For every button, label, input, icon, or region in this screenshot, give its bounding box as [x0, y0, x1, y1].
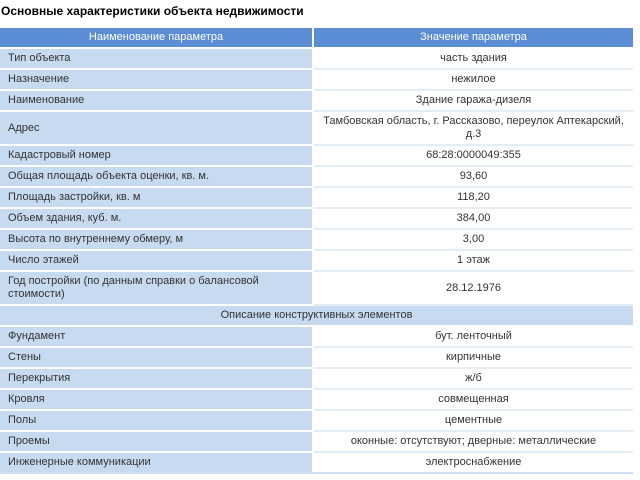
table-header: [0, 28, 633, 48]
column-header-parameter-name: Наименование параметра: [0, 28, 313, 48]
parameter-name-cell: Перекрытия: [0, 368, 313, 389]
parameter-value-cell: 384,00: [313, 208, 633, 229]
parameter-name-cell: Инженерные коммуникации: [0, 452, 313, 473]
parameter-value-cell: ж/б: [313, 368, 633, 389]
parameter-value-cell: электроснабжение: [313, 452, 633, 473]
parameter-name-cell: Площадь застройки, кв. м: [0, 187, 313, 208]
parameter-value-cell: Здание гаража-дизеля: [313, 90, 633, 111]
parameter-name-cell: Наименование: [0, 90, 313, 111]
parameter-name-cell: Назначение: [0, 69, 313, 90]
parameter-value-cell: кирпичные: [313, 347, 633, 368]
parameter-value-cell: часть здания: [313, 48, 633, 69]
table-row: [0, 368, 633, 389]
parameter-value-cell: оконные: отсутствуют; дверные: металлические: [313, 431, 633, 452]
property-characteristics-table: [0, 28, 633, 474]
parameter-name-cell: Стены: [0, 347, 313, 368]
table-row: [0, 145, 633, 166]
parameter-name-cell: Кровля: [0, 389, 313, 410]
table-row: [0, 48, 633, 69]
section-header-row: [0, 305, 633, 326]
section-header: Описание конструктивных элементов: [0, 305, 633, 326]
table-header-row: [0, 28, 633, 48]
parameter-value-cell: нежилое: [313, 69, 633, 90]
parameter-value-cell: цементные: [313, 410, 633, 431]
table-row: [0, 69, 633, 90]
table-row: [0, 410, 633, 431]
table-row: [0, 389, 633, 410]
page-title: Основные характеристики объекта недвижимости: [1, 4, 304, 18]
parameter-name-cell: Проемы: [0, 431, 313, 452]
parameter-name-cell: Тип объекта: [0, 48, 313, 69]
parameter-value-cell: бут. ленточный: [313, 326, 633, 347]
table-row: [0, 452, 633, 473]
parameter-name-cell: Число этажей: [0, 250, 313, 271]
parameter-name-cell: Общая площадь объекта оценки, кв. м.: [0, 166, 313, 187]
parameter-name-cell: Кадастровый номер: [0, 145, 313, 166]
parameter-value-cell: 68:28:0000049:355: [313, 145, 633, 166]
parameter-name-cell: Объем здания, куб. м.: [0, 208, 313, 229]
table-body: [0, 48, 633, 473]
parameter-name-cell: Полы: [0, 410, 313, 431]
table-row: [0, 431, 633, 452]
parameter-value-cell: 1 этаж: [313, 250, 633, 271]
parameter-value-cell: 3,00: [313, 229, 633, 250]
table-row: [0, 326, 633, 347]
parameter-name-cell: Адрес: [0, 111, 313, 145]
table-row: [0, 347, 633, 368]
parameter-name-cell: Год постройки (по данным справки о балансовой стоимости): [0, 271, 313, 305]
parameter-value-cell: 93,60: [313, 166, 633, 187]
parameter-value-cell: Тамбовская область, г. Рассказово, переулок Аптекарский, д.3: [313, 111, 633, 145]
table-row: [0, 187, 633, 208]
table-row: [0, 111, 633, 145]
table-row: [0, 208, 633, 229]
table-row: [0, 229, 633, 250]
parameter-name-cell: Фундамент: [0, 326, 313, 347]
column-header-parameter-value: Значение параметра: [313, 28, 633, 48]
table-row: [0, 271, 633, 305]
parameter-value-cell: совмещенная: [313, 389, 633, 410]
table-row: [0, 166, 633, 187]
parameter-value-cell: 118,20: [313, 187, 633, 208]
parameter-value-cell: 28.12.1976: [313, 271, 633, 305]
table-row: [0, 250, 633, 271]
table-row: [0, 90, 633, 111]
parameter-name-cell: Высота по внутреннему обмеру, м: [0, 229, 313, 250]
